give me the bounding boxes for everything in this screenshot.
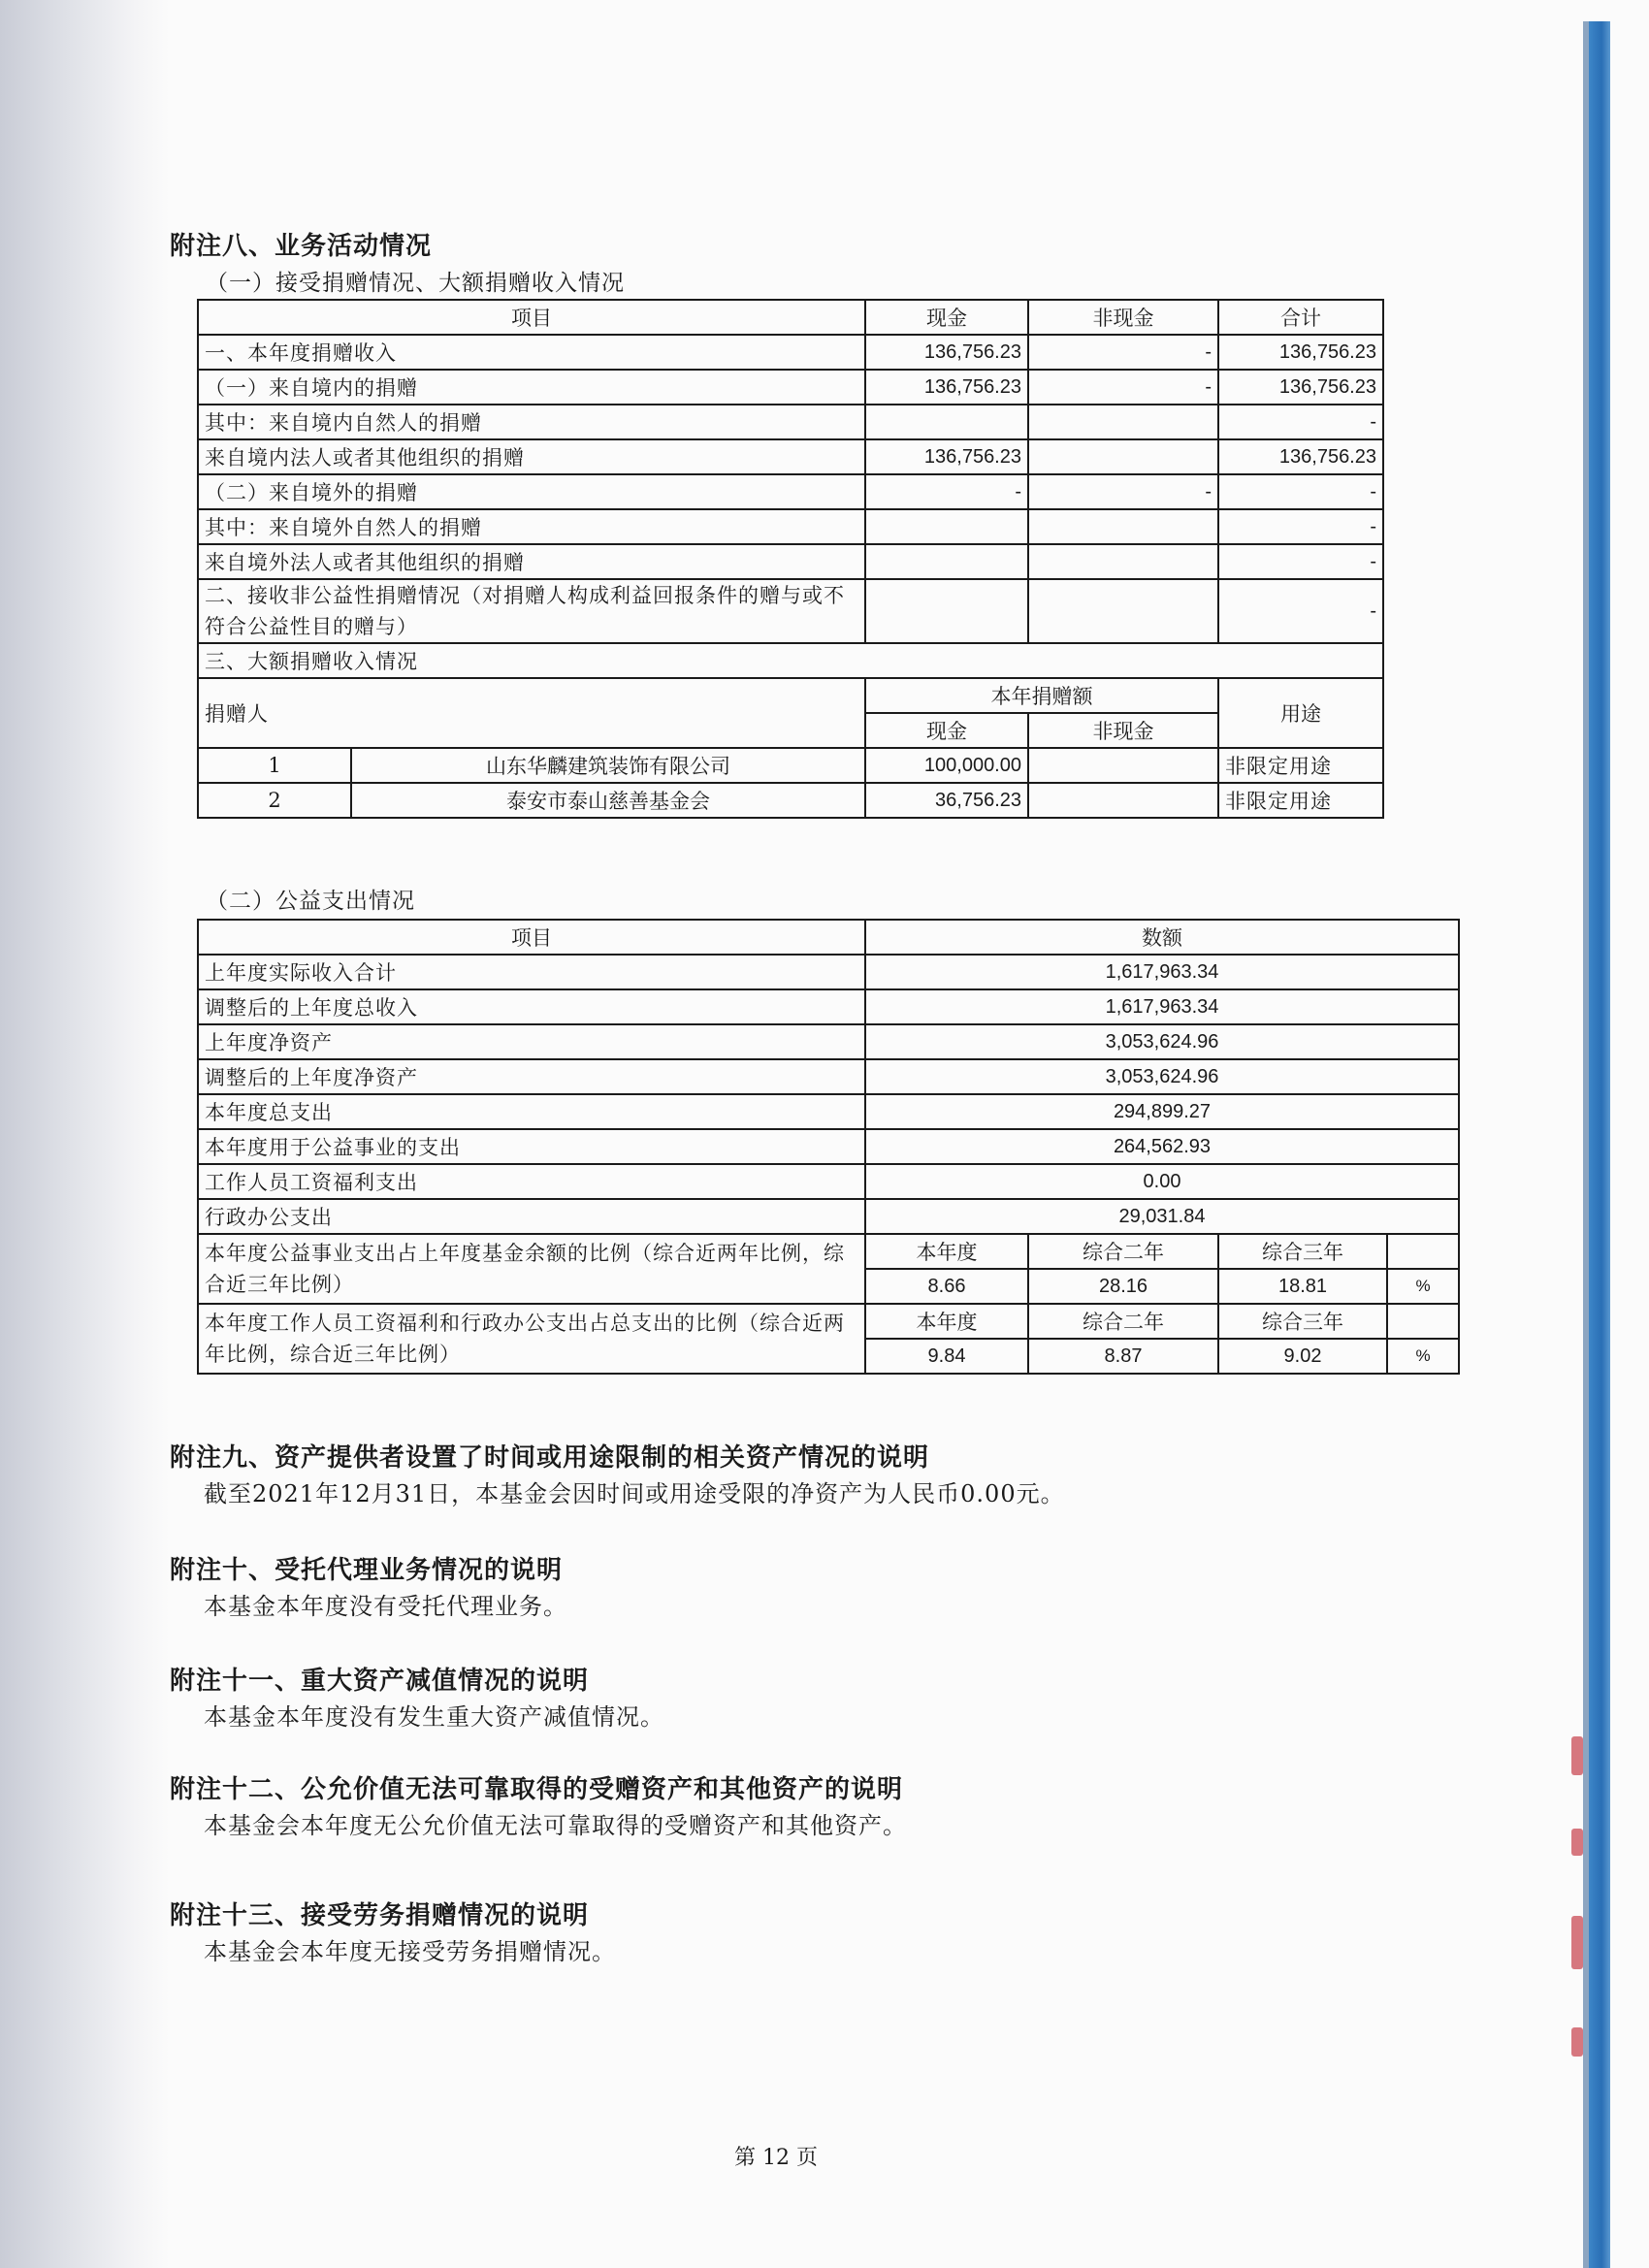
- table-row: 调整后的上年度总收入 1,617,963.34: [198, 989, 1459, 1024]
- ratio-values-row: 9.84 8.87 9.02 %: [198, 1339, 1459, 1374]
- table-row: 本年度总支出 294,899.27: [198, 1094, 1459, 1129]
- donation-table: [197, 299, 1384, 819]
- page-number: 第 12 页: [734, 2146, 818, 2170]
- note11-title: 附注十一、重大资产减值情况的说明: [170, 1667, 590, 1696]
- table-row: 上年度实际收入合计 1,617,963.34: [198, 955, 1459, 989]
- table-header-row: [198, 920, 1459, 955]
- note12-text: 本基金会本年度无公允价值无法可靠取得的受赠资产和其他资产。: [204, 1812, 907, 1839]
- table-row: 工作人员工资福利支出 0.00: [198, 1164, 1459, 1199]
- header-noncash: 非现金: [1028, 300, 1218, 335]
- expense-table: [197, 919, 1460, 1375]
- table-row: 调整后的上年度净资产 3,053,624.96: [198, 1059, 1459, 1094]
- table-row: 其中：来自境内自然人的捐赠 -: [198, 405, 1383, 439]
- note12-title: 附注十二、公允价值无法可靠取得的受赠资产和其他资产的说明: [170, 1775, 904, 1804]
- table-row: 行政办公支出 29,031.84: [198, 1199, 1459, 1234]
- note13-text: 本基金会本年度无接受劳务捐赠情况。: [204, 1938, 616, 1965]
- header-amount: 数额: [865, 920, 1459, 955]
- noncash-label: 非现金: [1028, 713, 1218, 748]
- note11-text: 本基金本年度没有发生重大资产减值情况。: [204, 1703, 664, 1731]
- header-item: 项目: [198, 300, 865, 335]
- header-item: 项目: [198, 920, 865, 955]
- seal-fragment: [1571, 1916, 1583, 1969]
- table-header-row: [198, 300, 1383, 335]
- donation-subtitle: （一）接受捐赠情况、大额捐赠收入情况: [206, 271, 625, 296]
- ratio-row: 本年度公益事业支出占上年度基金余额的比例（综合近两年比例，综合近三年比例） 本年度 综合二年 综合三年: [198, 1234, 1459, 1269]
- donor-row: 2 泰安市泰山慈善基金会 36,756.23 非限定用途: [198, 783, 1383, 818]
- expense-subtitle: （二）公益支出情况: [206, 889, 415, 914]
- ratio-values-row: 8.66 28.16 18.81 %: [198, 1269, 1459, 1304]
- note9-text: 截至2021年12月31日，本基金会因时间或用途受限的净资产为人民币0.00元。: [204, 1480, 1065, 1507]
- amount-label: 本年捐赠额: [865, 678, 1218, 713]
- table-row: 上年度净资产 3,053,624.96: [198, 1024, 1459, 1059]
- table-row: （一）来自境内的捐赠 136,756.23 - 136,756.23: [198, 370, 1383, 405]
- binder-edge: [1589, 21, 1610, 2268]
- seal-fragment: [1571, 2027, 1583, 2057]
- note8-title: 附注八、业务活动情况: [170, 232, 433, 261]
- table-row: 来自境外法人或者其他组织的捐赠 -: [198, 544, 1383, 579]
- table-row: 二、接收非公益性捐赠情况（对捐赠人构成利益回报条件的赠与或不符合公益性目的赠与） -: [198, 579, 1383, 643]
- seal-fragment: [1571, 1736, 1583, 1775]
- table-row: 其中：来自境外自然人的捐赠 -: [198, 509, 1383, 544]
- seal-fragment: [1571, 1829, 1583, 1856]
- header-total: 合计: [1218, 300, 1383, 335]
- cash-label: 现金: [865, 713, 1028, 748]
- note10-title: 附注十、受托代理业务情况的说明: [170, 1556, 564, 1585]
- ratio-row: 本年度工作人员工资福利和行政办公支出占总支出的比例（综合近两年比例，综合近三年比例） 本年度 综合二年 综合三年: [198, 1304, 1459, 1339]
- table-row: 来自境内法人或者其他组织的捐赠 136,756.23 136,756.23: [198, 439, 1383, 474]
- table-row: （二）来自境外的捐赠 - - -: [198, 474, 1383, 509]
- large-donation-title-row: 三、大额捐赠收入情况: [198, 643, 1383, 678]
- donor-row: 1 山东华麟建筑装饰有限公司 100,000.00 非限定用途: [198, 748, 1383, 783]
- note9-title: 附注九、资产提供者设置了时间或用途限制的相关资产情况的说明: [170, 1443, 930, 1473]
- donor-label: 捐赠人: [198, 678, 865, 748]
- header-cash: 现金: [865, 300, 1028, 335]
- note13-title: 附注十三、接受劳务捐赠情况的说明: [170, 1901, 590, 1930]
- usage-label: 用途: [1218, 678, 1383, 748]
- table-row: 一、本年度捐赠收入 136,756.23 - 136,756.23: [198, 335, 1383, 370]
- scan-shadow: [0, 0, 170, 2268]
- table-row: 本年度用于公益事业的支出 264,562.93: [198, 1129, 1459, 1164]
- note10-text: 本基金本年度没有受托代理业务。: [204, 1593, 567, 1620]
- large-donation-header-row: [198, 678, 1383, 713]
